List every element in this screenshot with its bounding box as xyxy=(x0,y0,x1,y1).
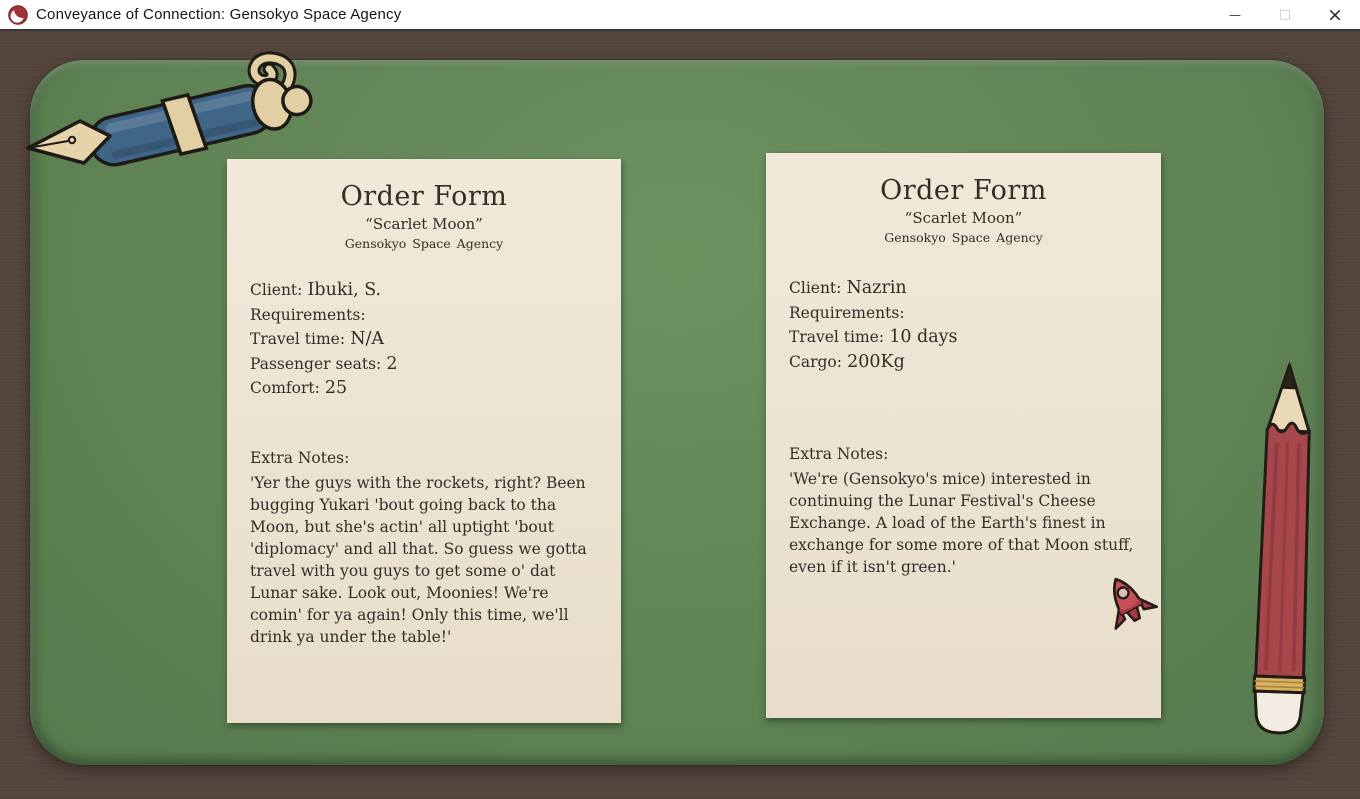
form-fields xyxy=(250,278,598,401)
field-requirements: Requirements: xyxy=(789,303,905,322)
pencil-icon xyxy=(1246,361,1322,741)
maximize-button[interactable]: □ xyxy=(1260,0,1310,29)
field-passenger-seats: Passenger seats: 2 xyxy=(250,353,398,374)
form-agency: Gensokyo Space Agency xyxy=(884,230,1043,245)
field-client: Client: Ibuki, S. xyxy=(250,280,382,300)
form-fields xyxy=(789,276,1138,374)
close-button[interactable]: × xyxy=(1310,0,1360,29)
window-controls xyxy=(1210,0,1360,29)
fountain-pen-icon xyxy=(22,51,334,169)
extra-notes-section xyxy=(250,447,600,648)
form-title: Order Form xyxy=(340,181,508,212)
field-travel-time: Travel time: 10 days xyxy=(789,327,958,347)
titlebar[interactable] xyxy=(0,0,1360,31)
rocket-stamp-icon xyxy=(1098,571,1160,637)
extra-notes-section xyxy=(789,443,1140,578)
field-client: Client: Nazrin xyxy=(789,278,907,298)
field-cargo: Cargo: 200Kg xyxy=(789,351,905,372)
order-form-card-ibuki[interactable] xyxy=(227,159,621,723)
extra-notes-label: Extra Notes: xyxy=(250,449,350,467)
field-travel-time: Travel time: N/A xyxy=(250,329,385,349)
extra-notes-text: 'Yer the guys with the rockets, right? Been bugging Yukari 'bout going back to tha Moon, but she's actin' all uptight 'bout 'diplomacy' and all that. So guess we gotta travel with you guys to get some o' dat Lunar sake. Look out, Moonies! We're comin' for ya again! Only this time, we'll drink ya under the table!' xyxy=(250,474,587,646)
window-title: Conveyance of Connection: Gensokyo Space Agency xyxy=(36,6,402,23)
form-subtitle: “Scarlet Moon” xyxy=(904,209,1023,227)
desk-background xyxy=(0,31,1360,797)
form-header xyxy=(766,153,1161,245)
form-agency: Gensokyo Space Agency xyxy=(344,236,504,251)
app-icon xyxy=(8,5,28,25)
extra-notes-label: Extra Notes: xyxy=(789,445,889,463)
form-title: Order Form xyxy=(880,175,1047,206)
field-comfort: Comfort: 25 xyxy=(250,378,348,398)
minimize-button[interactable]: — xyxy=(1210,0,1260,29)
field-requirements: Requirements: xyxy=(250,305,366,324)
form-subtitle: “Scarlet Moon” xyxy=(365,215,483,233)
form-header xyxy=(227,159,621,251)
extra-notes-text: 'We're (Gensokyo's mice) interested in continuing the Lunar Festival's Cheese Exchange. A load of the Earth's finest in exchange for some more of that Moon stuff, even if it isn't green.' xyxy=(789,470,1134,576)
